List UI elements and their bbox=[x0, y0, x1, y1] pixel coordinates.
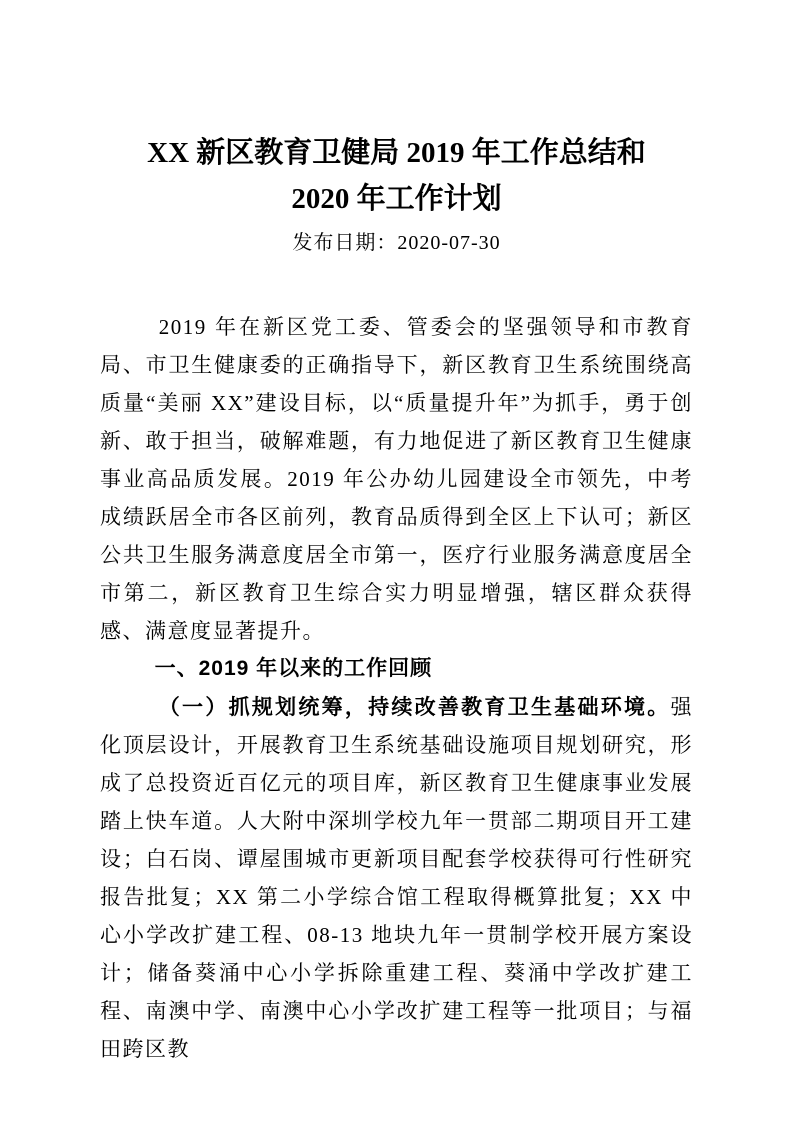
section-1-heading: 一、2019 年以来的工作回顾 bbox=[154, 657, 433, 680]
intro-paragraph: 2019 年在新区党工委、管委会的坚强领导和市教育局、市卫生健康委的正确指导下，新区教育卫生系统围绕高质量“美丽 XX”建设目标，以“质量提升年”为抓手，勇于创新、敢于担当，破解难题，有力地促进了新区教育卫生健康事业高品质发展。2019 年公办幼儿园建设全市领先，中考成绩跃居全市各区前列，教育品质得到全区上下认可；新区公共卫生服务满意度居全市第一，医疗行业服务满意度居全市第二，新区教育卫生综合实力明显增强，辖区群众获得感、满意度显著提升。 bbox=[100, 315, 693, 643]
section-1-1-paragraph bbox=[100, 688, 693, 1068]
section-1-1-lead: （一）抓规划统筹，持续改善教育卫生基础环境。 bbox=[158, 695, 671, 719]
document-body bbox=[100, 308, 693, 1068]
document-title bbox=[100, 130, 693, 222]
document-title-line2: 2020 年工作计划 bbox=[291, 183, 502, 215]
document-title-line1: XX 新区教育卫健局 2019 年工作总结和 bbox=[147, 137, 646, 169]
publish-date: 发布日期：2020-07-30 bbox=[292, 232, 501, 254]
section-1-1-text: 强化顶层设计，开展教育卫生系统基础设施项目规划研究，形成了总投资近百亿元的项目库，新区教育卫生健康事业发展踏上快车道。人大附中深圳学校九年一贯部二期项目开工建设；白石岗、谭屋围城市更新项目配套学校获得可行性研究报告批复；XX 第二小学综合馆工程取得概算批复；XX 中心小学改扩建工程、08-13 地块九年一贯制学校开展方案设计；储备葵涌中心小学拆除重建工程、葵涌中学改扩建工程、南澳中学、南澳中心小学改扩建工程等一批项目；与福田跨区教 bbox=[100, 695, 693, 1061]
